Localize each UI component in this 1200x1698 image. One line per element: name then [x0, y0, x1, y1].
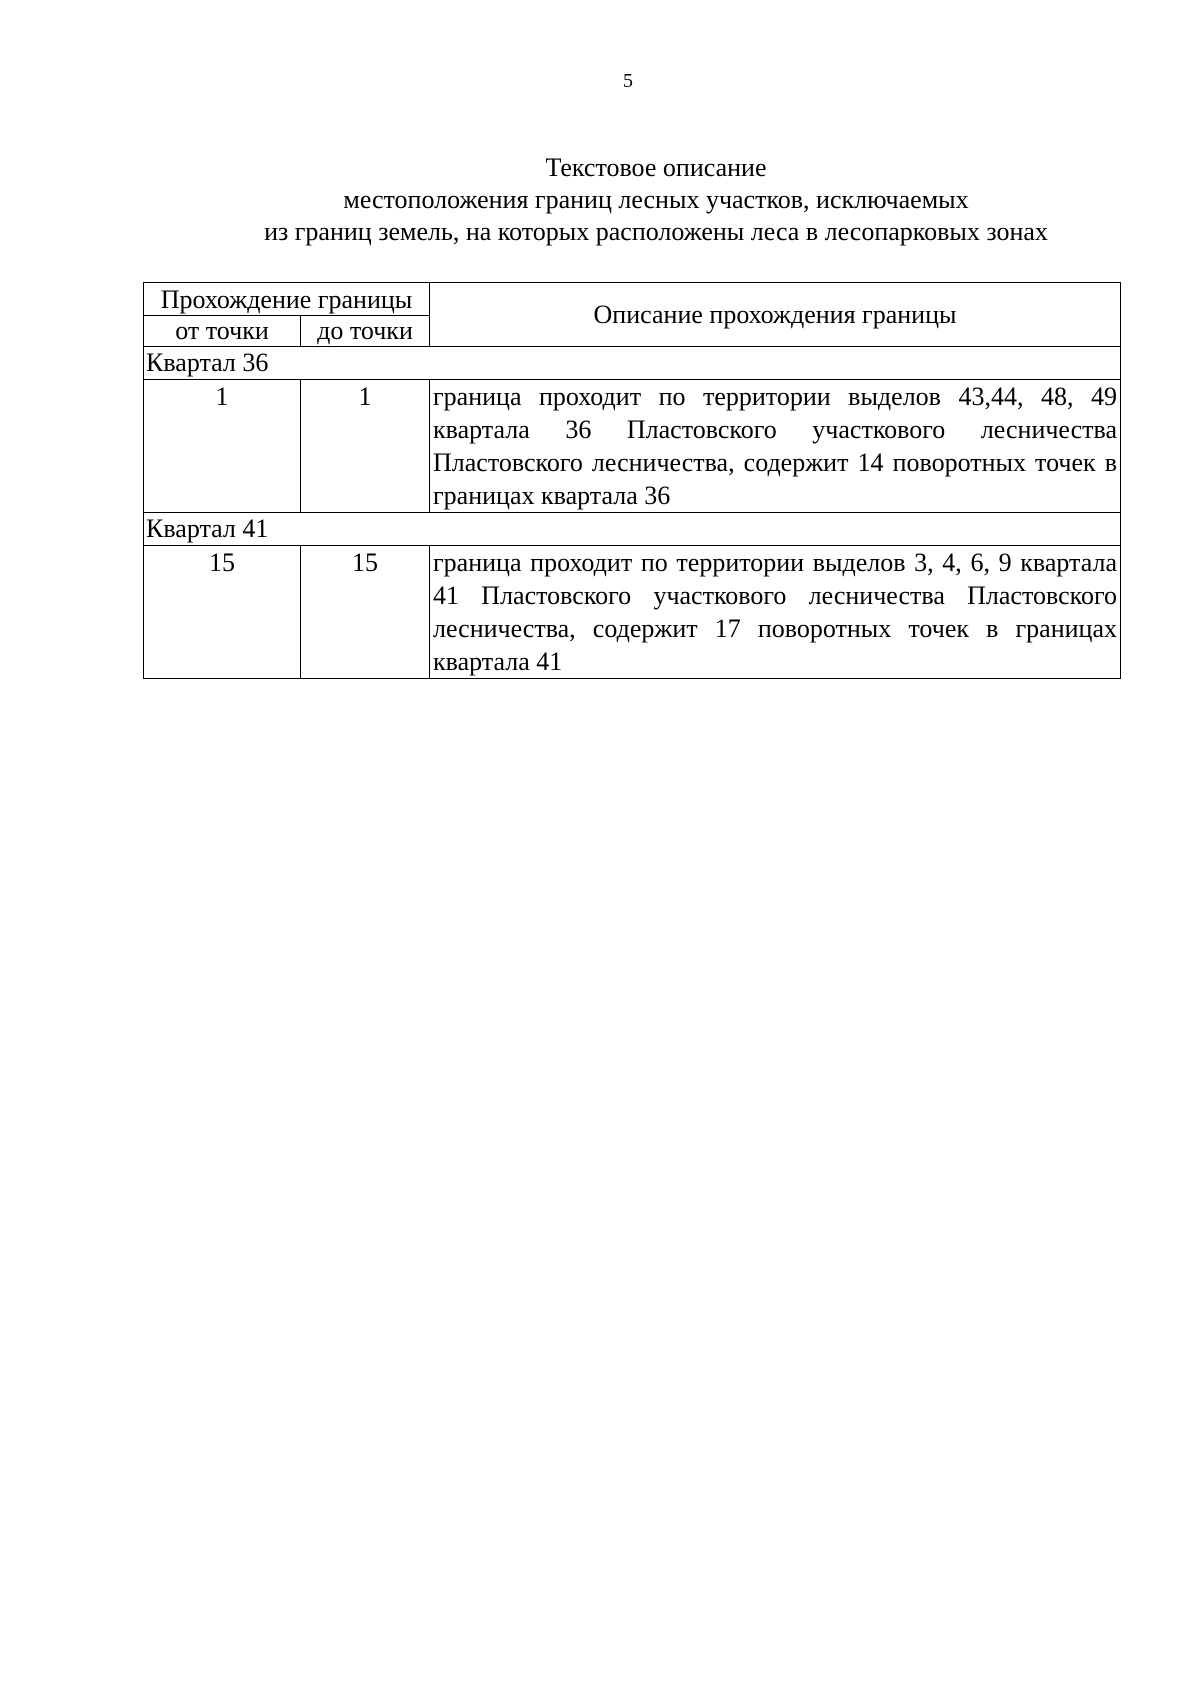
- boundary-table: [143, 282, 1121, 679]
- page-number: 5: [623, 70, 633, 92]
- quarter-label: Квартал 36: [144, 347, 1121, 380]
- quarter-row: [144, 347, 1121, 380]
- header-to-point: до точки: [301, 316, 430, 347]
- header-row: [144, 283, 1121, 316]
- to-point-cell: 15: [301, 546, 430, 679]
- header-boundary-passage: Прохождение границы: [144, 283, 430, 316]
- to-point-cell: 1: [301, 380, 430, 513]
- from-point-cell: 15: [144, 546, 301, 679]
- from-point-cell: 1: [144, 380, 301, 513]
- description-cell: граница проходит по территории выделов 43,44, 48, 49 квартала 36 Пластовского участкового лесничества Пластовского лесничества, содержит 14 поворотных точек в границах квартала 36: [430, 380, 1121, 513]
- header-description: Описание прохождения границы: [430, 283, 1121, 347]
- document-title: [150, 152, 1162, 248]
- header-from-point: от точки: [144, 316, 301, 347]
- title-line-1: Текстовое описание: [545, 153, 767, 182]
- title-line-3: из границ земель, на которых расположены леса в лесопарковых зонах: [264, 217, 1048, 246]
- table-row: [144, 546, 1121, 679]
- title-line-2: местоположения границ лесных участков, исключаемых: [343, 185, 969, 214]
- quarter-label: Квартал 41: [144, 513, 1121, 546]
- quarter-row: [144, 513, 1121, 546]
- description-cell: граница проходит по территории выделов 3, 4, 6, 9 квартала 41 Пластовского участкового лесничества Пластовского лесничества, содержит 17 поворотных точек в границах квартала 41: [430, 546, 1121, 679]
- table-row: [144, 380, 1121, 513]
